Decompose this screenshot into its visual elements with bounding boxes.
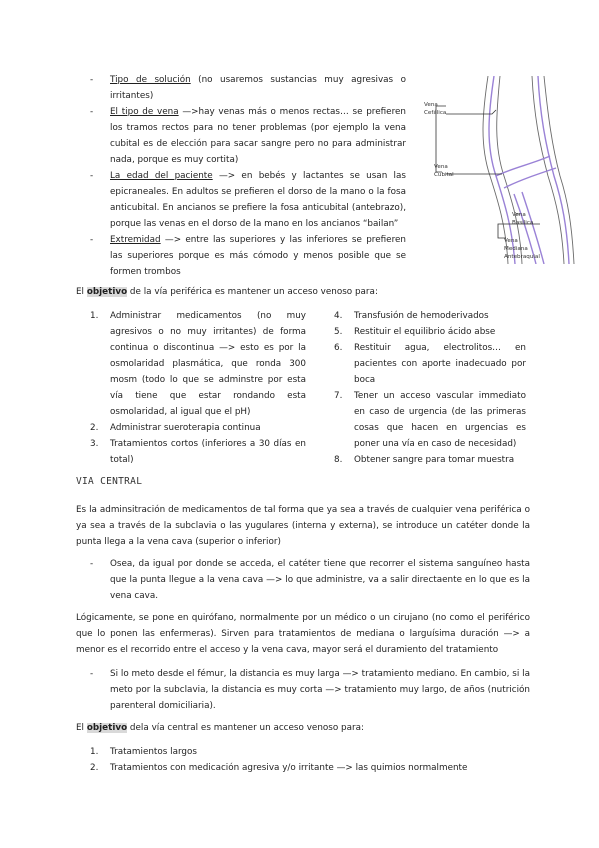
list-item xyxy=(334,308,526,324)
item-text: Restituir el equilibrio ácido abse xyxy=(354,327,496,337)
list-item xyxy=(90,104,406,168)
label-line: Vena xyxy=(512,212,526,218)
keyword-objetivo: objetivo xyxy=(86,287,128,297)
list-item xyxy=(90,420,306,436)
central-objective: El objetivo dela vía central es mantener un acceso venoso para: xyxy=(76,723,364,733)
item-number: 7. xyxy=(334,391,343,401)
vein-lines xyxy=(489,76,569,264)
list-item xyxy=(334,324,526,340)
section-heading: VIA CENTRAL xyxy=(76,476,143,487)
item-label: Tipo de solución xyxy=(110,75,191,85)
label-line: Antebraquial xyxy=(504,254,540,260)
item-label: La edad del paciente xyxy=(110,171,213,181)
item-text: —> en bebés y lactantes se usan las epicraneales. En adultos se prefieren el dorso de la mano o la fosa anticubital. En ancianos se prefiere la fosa anticubital (antebrazo), porque las venas en el dorso de la mano en los ancianos “bailan” xyxy=(110,171,406,229)
list-item xyxy=(90,308,306,420)
label-line: Cefálica xyxy=(424,110,447,116)
bullet-dash: - xyxy=(90,559,94,569)
item-text: Tratamientos con medicación agresiva y/o irritante —> las quimios normalmente xyxy=(110,763,468,773)
item-text: Restituir agua, electrolitos… en pacientes con aporte inadecuado por boca xyxy=(354,343,526,385)
item-text: Tener un acceso vascular immediato en caso de urgencia (de las primeras cosas que hacen en urgencias es poner una vía en caso de necesidad) xyxy=(354,391,526,449)
list-item xyxy=(334,340,526,388)
item-number: 1. xyxy=(90,747,99,757)
item-number: 6. xyxy=(334,343,343,353)
label-line: Vena xyxy=(424,102,438,108)
label-line: Cubital xyxy=(434,172,454,178)
item-text: Tratamientos largos xyxy=(110,747,197,757)
paragraph: Es la adminsitración de medicamentos de tal forma que ya sea a través de cualquier vena periférica o ya sea a través de la subclavia o las yugulares (interna y externa), se introduce un catéter donde la punta llega a la vena cava (superior o inferior) xyxy=(76,505,530,547)
bullet-dash: - xyxy=(90,107,94,117)
label-line: Vena xyxy=(434,164,448,170)
label-line: Basílica xyxy=(512,220,534,226)
item-text: Administrar medicamentos (no muy agresivos o no muy irritantes) de forma continua o discontinua —> esto es por la osmolaridad plasmática, que ronda 300 mosm (todo lo que se adminstre por esta vía tiene que estar rondando esta osmolaridad, al igual que el pH) xyxy=(110,311,306,417)
bullet-dash: - xyxy=(90,75,94,85)
bullet-dash: - xyxy=(90,235,94,245)
label-mediana xyxy=(504,238,540,260)
item-number: 4. xyxy=(334,311,343,321)
item-text: Osea, da igual por donde se acceda, el catéter tiene que recorrer el sistema sanguíneo hasta que la punta llegue a la vena cava —> lo que administre, va a salir directaente en lo que es la vena cava. xyxy=(110,559,530,601)
item-label: Extremidad xyxy=(110,235,161,245)
paragraph: Lógicamente, se pone en quirófano, normalmente por un médico o un cirujano (no como el periférico que lo ponen las enfermeras). Sirven para tratamientos de mediana o larguísima duración —> a menor es el recorrido entre el acceso y la vena cava, mayor será el duramiento del tratamiento xyxy=(76,613,530,655)
item-text: Obtener sangre para tomar muestra xyxy=(354,455,515,465)
item-number: 1. xyxy=(90,311,99,321)
list-item xyxy=(90,72,406,104)
list-item xyxy=(334,452,526,468)
item-text: —>hay venas más o menos rectas… se prefieren los tramos rectos para no tener problemas (por ejemplo la vena cubital es de elección para sacar sangre pero no para administrar nada, porque es muy cortita) xyxy=(110,107,406,165)
list-item xyxy=(90,666,530,714)
list-item xyxy=(334,388,526,452)
list-item xyxy=(90,436,306,468)
item-text: Administrar sueroterapia continua xyxy=(110,423,261,433)
list-item xyxy=(90,760,530,776)
item-text: Si lo meto desde el fémur, la distancia es muy larga —> tratamiento mediano. En cambio, si la meto por la subclavia, la distancia es muy corta —> tratamiento muy largo, de años (nutrición parenteral domiciliaria). xyxy=(110,669,530,711)
list-item xyxy=(90,232,406,280)
item-text: —> entre las superiores y las inferiores se prefieren las superiores porque es más cómodo y menos posible que se formen trombos xyxy=(110,235,406,277)
item-text: Transfusión de hemoderivados xyxy=(354,311,489,321)
item-number: 2. xyxy=(90,423,99,433)
bullet-dash: - xyxy=(90,669,94,679)
item-number: 5. xyxy=(334,327,343,337)
label-line: Vena xyxy=(504,238,518,244)
keyword-objetivo: objetivo xyxy=(86,723,128,733)
item-number: 2. xyxy=(90,763,99,773)
label-cefalica xyxy=(424,102,446,116)
peripheral-objective: El objetivo de la vía periférica es mantener un acceso venoso para: xyxy=(76,287,378,297)
list-item xyxy=(90,168,406,232)
list-item xyxy=(90,556,530,604)
vein-diagram xyxy=(422,76,590,264)
label-line: Mediana xyxy=(504,246,528,252)
label-cubital xyxy=(434,164,454,178)
list-item xyxy=(90,744,530,760)
item-number: 3. xyxy=(90,439,99,449)
item-label: El tipo de vena xyxy=(110,107,179,117)
item-number: 8. xyxy=(334,455,343,465)
item-text: (no usaremos sustancias muy agresivas o irritantes) xyxy=(110,75,407,101)
bullet-dash: - xyxy=(90,171,94,181)
item-text: Tratamientos cortos (inferiores a 30 días en total) xyxy=(110,439,306,465)
